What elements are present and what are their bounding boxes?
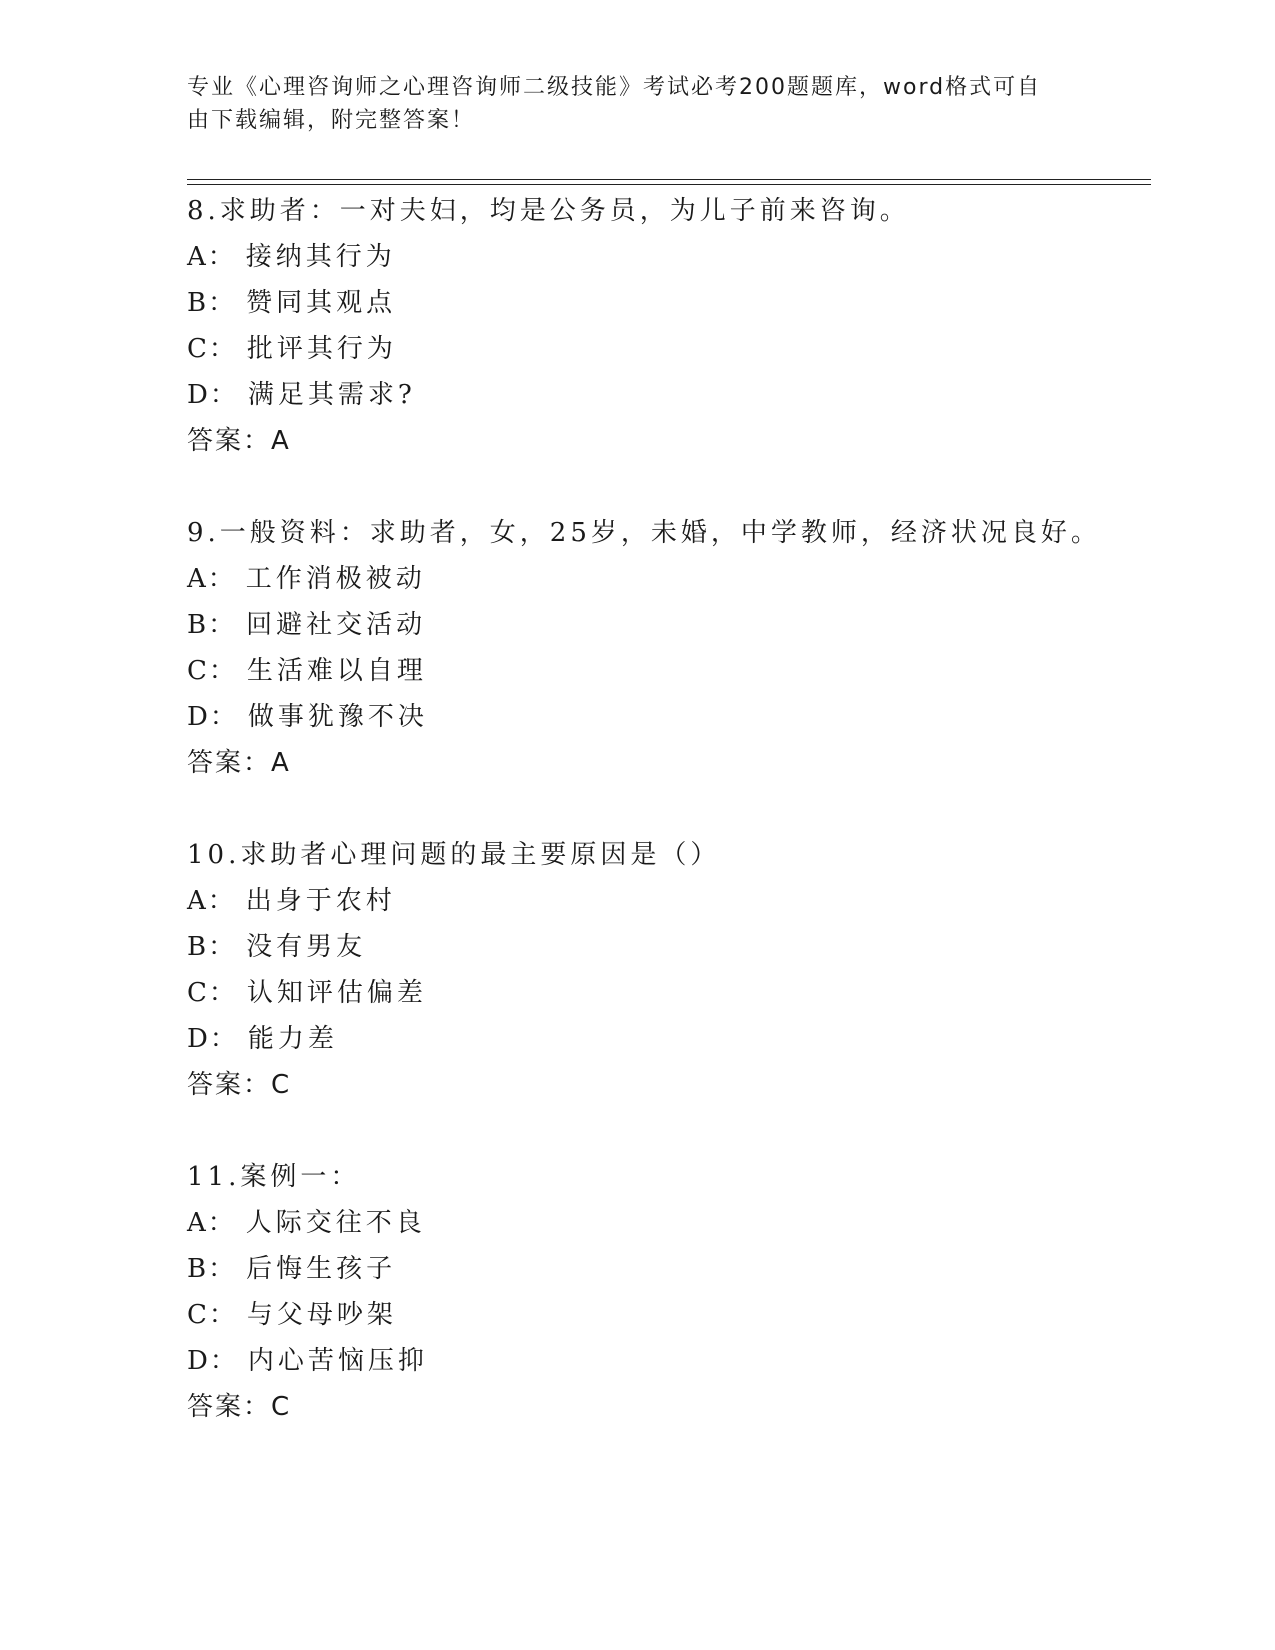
question-list [187, 188, 1147, 1476]
option-text: 人际交往不良 [245, 1208, 426, 1238]
option-letter: D： [187, 380, 238, 410]
option-letter: B： [187, 610, 237, 640]
option-d [187, 694, 1147, 740]
option-c [187, 648, 1147, 694]
option-letter: A： [187, 1208, 236, 1238]
option-text: 赞同其观点 [246, 288, 397, 318]
option-letter: A： [187, 564, 236, 594]
option-letter: B： [187, 288, 237, 318]
option-letter: A： [187, 886, 236, 916]
option-a [187, 234, 1147, 280]
option-b [187, 280, 1147, 326]
question-stem: 10.求助者心理问题的最主要原因是（） [187, 840, 721, 870]
option-c [187, 970, 1147, 1016]
option-d [187, 1338, 1147, 1384]
option-text: 批评其行为 [246, 334, 397, 364]
question-10 [187, 832, 1147, 1108]
option-a [187, 878, 1147, 924]
header-line-2: 由下载编辑，附完整答案！ [187, 108, 476, 133]
option-letter: B： [187, 1254, 237, 1284]
option-c [187, 1292, 1147, 1338]
option-letter: D： [187, 1346, 238, 1376]
header-divider-bottom [187, 184, 1151, 185]
option-text: 做事犹豫不决 [247, 702, 428, 732]
option-letter: C： [187, 334, 237, 364]
option-d [187, 1016, 1147, 1062]
option-text: 没有男友 [246, 932, 367, 962]
option-text: 满足其需求? [247, 380, 416, 410]
question-8 [187, 188, 1147, 464]
option-text: 能力差 [247, 1024, 338, 1054]
option-text: 认知评估偏差 [246, 978, 427, 1008]
answer-line: 答案：C [187, 1392, 292, 1422]
answer-line: 答案：A [187, 426, 291, 456]
option-b [187, 1246, 1147, 1292]
option-letter: C： [187, 978, 237, 1008]
answer-line: 答案：A [187, 748, 291, 778]
option-letter: C： [187, 1300, 237, 1330]
option-text: 内心苦恼压抑 [247, 1346, 428, 1376]
option-text: 后悔生孩子 [246, 1254, 397, 1284]
option-b [187, 602, 1147, 648]
question-11 [187, 1154, 1147, 1430]
option-text: 出身于农村 [245, 886, 396, 916]
header-divider-top [187, 179, 1151, 180]
option-letter: D： [187, 1024, 238, 1054]
option-a [187, 1200, 1147, 1246]
option-d [187, 372, 1147, 418]
option-letter: C： [187, 656, 237, 686]
option-letter: B： [187, 932, 237, 962]
option-b [187, 924, 1147, 970]
option-letter: A： [187, 242, 236, 272]
option-c [187, 326, 1147, 372]
option-text: 接纳其行为 [245, 242, 396, 272]
question-stem: 11.案例一： [187, 1162, 361, 1192]
option-letter: D： [187, 702, 238, 732]
option-a [187, 556, 1147, 602]
question-9 [187, 510, 1147, 786]
document-header [187, 71, 1067, 137]
question-stem: 8.求助者：一对夫妇，均是公务员，为儿子前来咨询。 [187, 196, 910, 226]
answer-line: 答案：C [187, 1070, 292, 1100]
option-text: 回避社交活动 [246, 610, 427, 640]
header-line-1: 专业《心理咨询师之心理咨询师二级技能》考试必考200题题库，word格式可自 [187, 75, 1042, 100]
option-text: 工作消极被动 [245, 564, 426, 594]
option-text: 生活难以自理 [246, 656, 427, 686]
option-text: 与父母吵架 [246, 1300, 397, 1330]
question-stem: 9.一般资料：求助者，女，25岁，未婚，中学教师，经济状况良好。 [187, 518, 1101, 548]
